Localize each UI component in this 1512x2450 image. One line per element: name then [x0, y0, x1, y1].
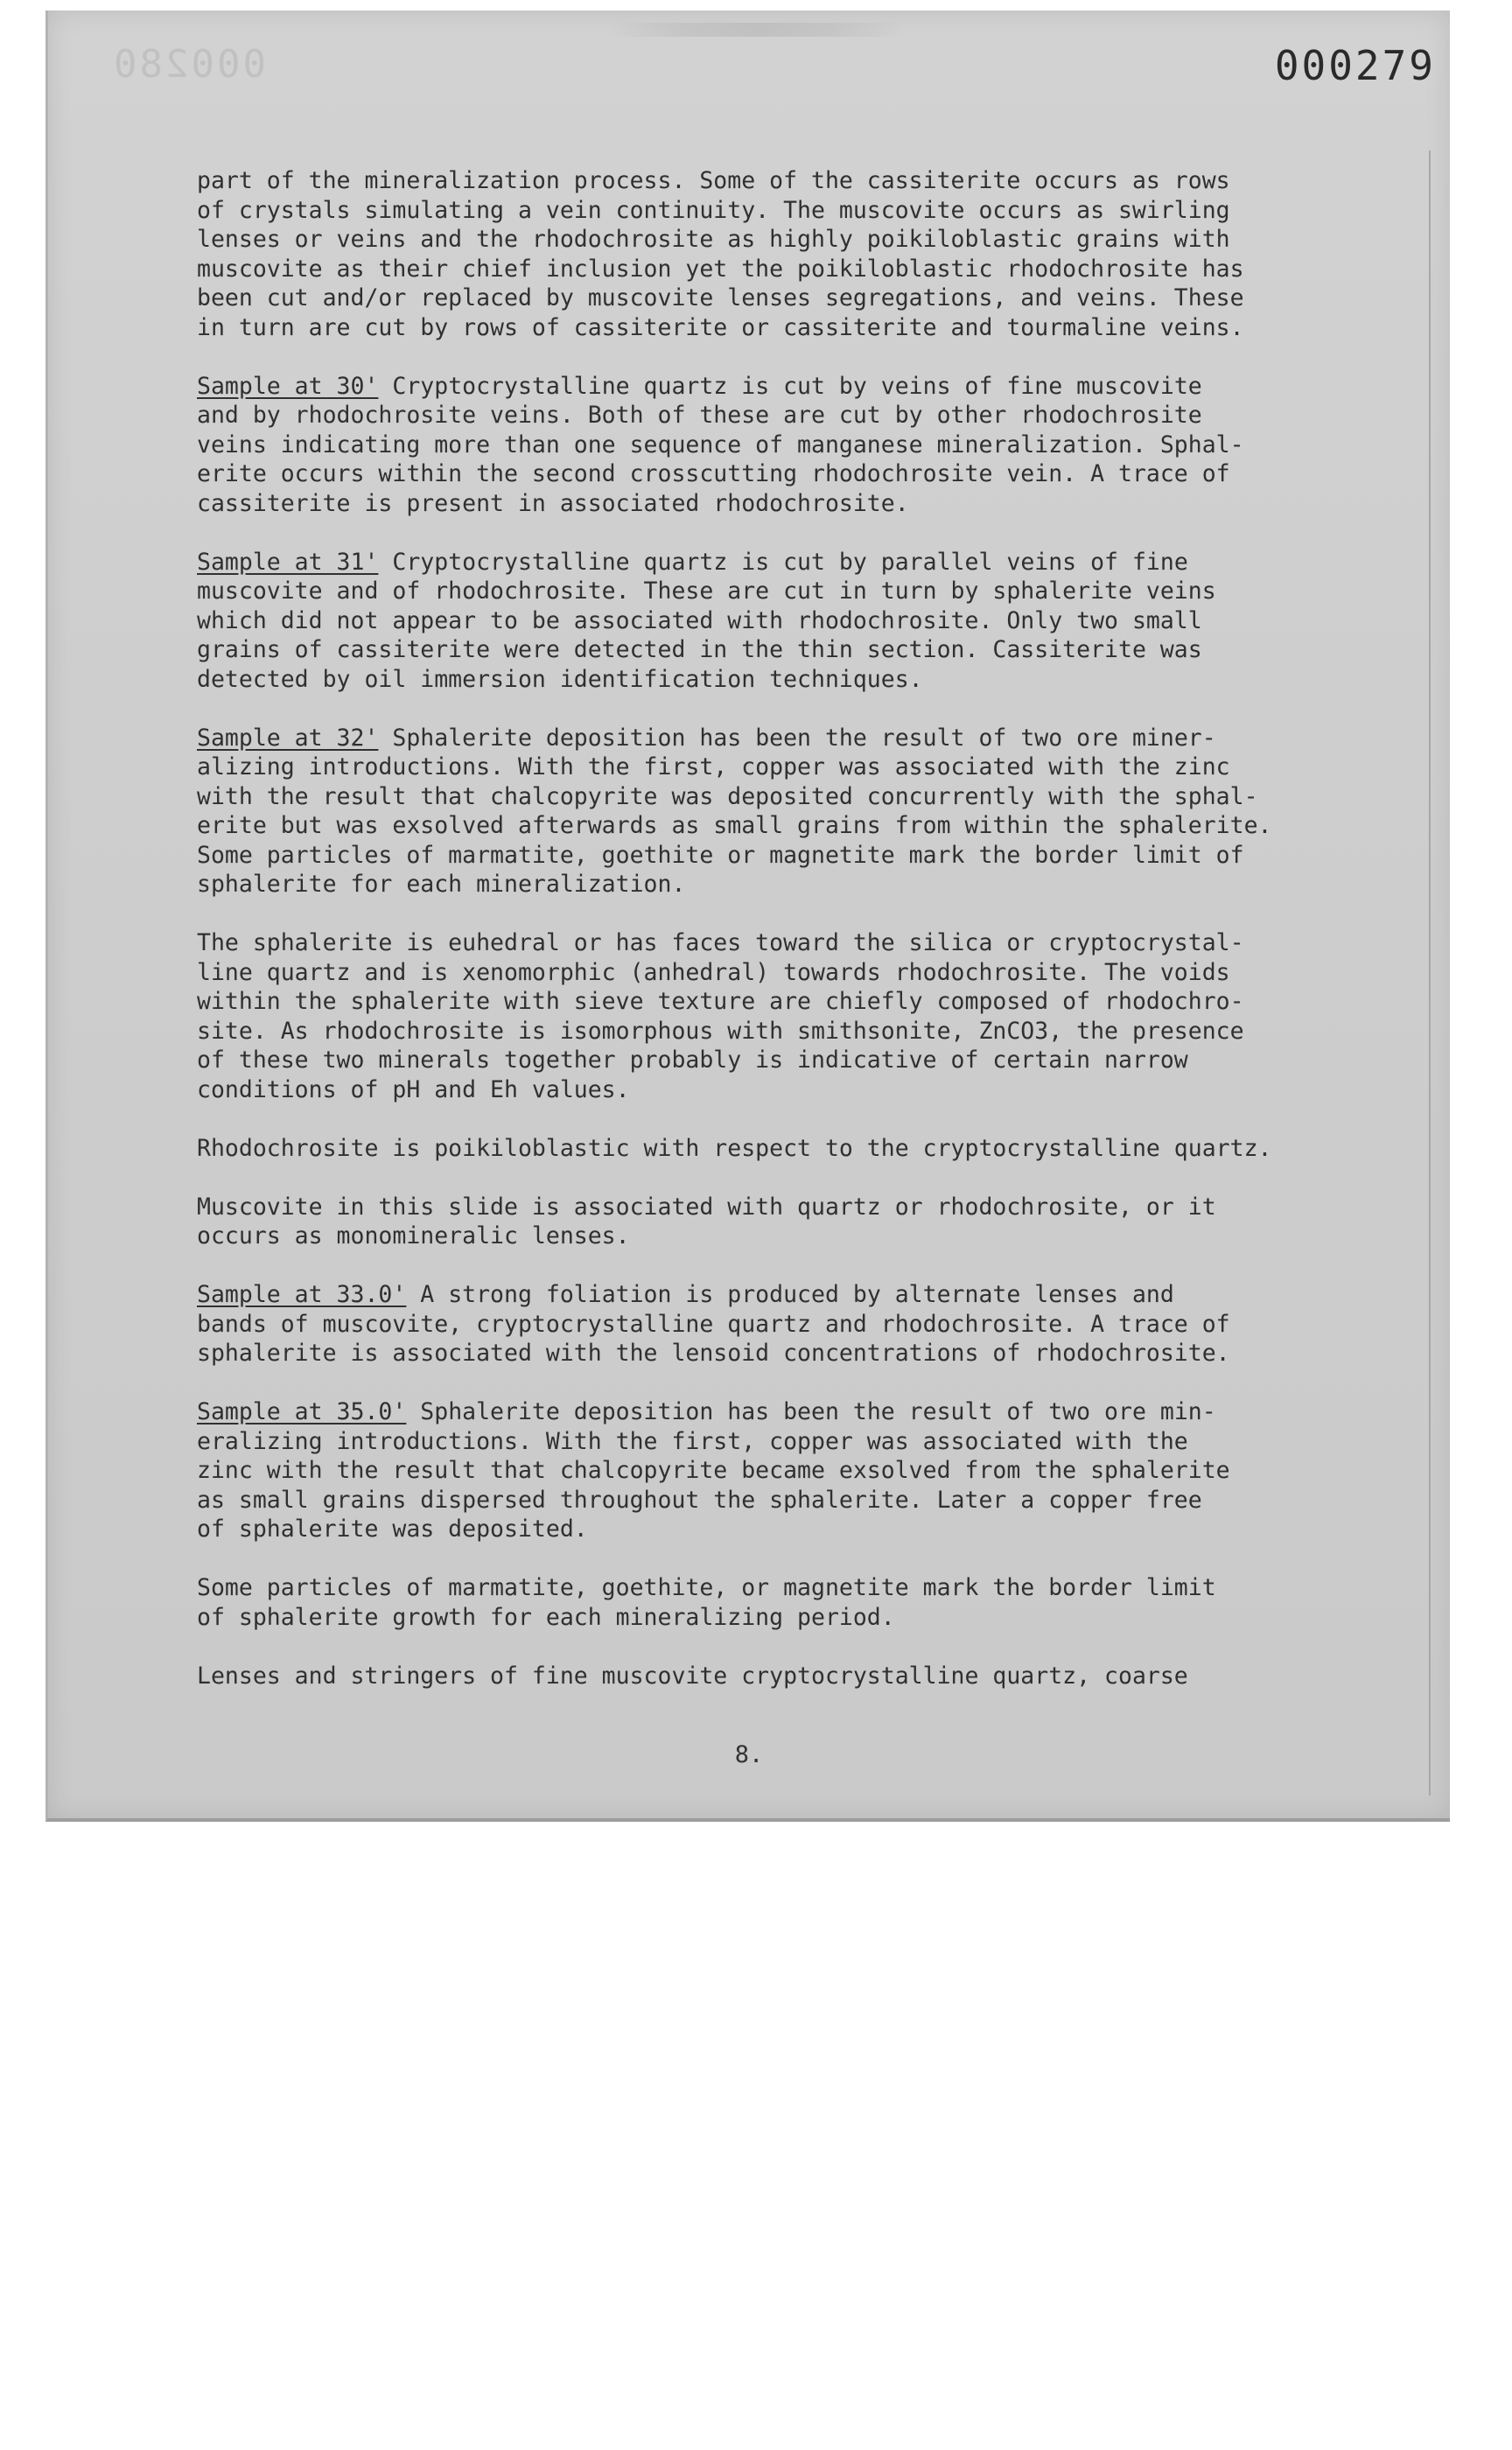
sample-label: Sample at 32' — [197, 724, 379, 752]
paragraph-text: A strong foliation is produced by alternate lenses and bands of muscovite, cryptocrystalline quartz and rhodochrosite. A trace of sphalerite is associated with the lensoid concentrations of rhodochrosite. — [197, 1281, 1230, 1367]
paragraph-text: Some particles of marmatite, goethite, or magnetite mark the border limit of sphalerite growth for each mineralizing period. — [197, 1574, 1216, 1631]
scanned-page — [46, 10, 1450, 1822]
paragraph — [197, 1397, 1369, 1544]
sample-label: Sample at 30' — [197, 372, 379, 400]
paragraph-text: part of the mineralization process. Some of the cassiterite occurs as rows of crystals simulating a vein continuity. The muscovite occurs as swirling lenses or veins and the rhodochrosite as highly poikiloblastic grains with muscovite as their chief inclusion yet the poikiloblastic rhodochrosite has been cut and/or replaced by muscovite lenses segregations, and veins. These in turn are cut by rows of cassiterite or cassiterite and tourmaline veins. — [197, 167, 1244, 341]
paragraph-text: Rhodochrosite is poikiloblastic with respect to the cryptocrystalline quartz. — [197, 1134, 1272, 1162]
sample-label: Sample at 31' — [197, 548, 379, 576]
paragraph — [197, 1134, 1369, 1164]
paragraph — [197, 928, 1369, 1104]
paragraph-text: Lenses and stringers of fine muscovite cryptocrystalline quartz, coarse — [197, 1662, 1188, 1690]
page-id-stamp: 000279 — [1274, 42, 1436, 89]
paragraph-text: Muscovite in this slide is associated with quartz or rhodochrosite, or it occurs as monomineralic lenses. — [197, 1193, 1216, 1250]
paragraph-text: Sphalerite deposition has been the result of two ore min- eralizing introductions. With the first, copper was associated with the zinc with the result that chalcopyrite became exsolved from the sphalerite as small grains dispersed throughout the sphalerite. Later a copper free of sphalerite was deposited. — [197, 1398, 1230, 1543]
bleed-through-page-id: 000280 — [111, 42, 266, 87]
paragraph-text: Cryptocrystalline quartz is cut by parallel veins of fine muscovite and of rhodochrosite. These are cut in turn by sphalerite veins which did not appear to be associated with rhodochrosite. Only two small grains of cassiterite were detected in the thin section. Cassiterite was detected by oil immersion identification techniques. — [197, 548, 1216, 693]
paragraph-text: The sphalerite is euhedral or has faces toward the silica or cryptocrystal- line quartz and is xenomorphic (anhedral) towards rhodochrosite. The voids within the sphalerite with sieve texture are chiefly composed of rhodochro- site. As rhodochrosite is isomorphous with smithsonite, ZnCO3, the presence of these two minerals together probably is indicative of certain narrow conditions of pH and Eh values. — [197, 929, 1244, 1103]
paragraph — [197, 1193, 1369, 1251]
paragraph — [197, 372, 1369, 519]
paragraph — [197, 166, 1369, 342]
scan-artifact-top — [608, 23, 906, 37]
document-body — [197, 166, 1369, 1720]
paragraph-text: Sphalerite deposition has been the result of two ore miner- alizing introductions. With the first, copper was associated with the zinc with the result that chalcopyrite was deposited concurrently with the sphal- erite but was exsolved afterwards as small grains from within the sphalerite. Some particles of marmatite, goethite or magnetite mark the border limit of sphalerite for each mineralization. — [197, 724, 1272, 898]
page-number: 8. — [734, 1741, 764, 1768]
paragraph-text: Cryptocrystalline quartz is cut by veins of fine muscovite and by rhodochrosite veins. Both of these are cut by other rhodochrosite veins indicating more than one sequence of manganese mineralization. Sphal- erite occurs within the second crosscutting rhodochrosite vein. A trace of cassiterite is present in associated rhodochrosite. — [197, 372, 1244, 517]
paragraph — [197, 548, 1369, 695]
sample-label: Sample at 33.0' — [197, 1281, 407, 1308]
paragraph — [197, 1280, 1369, 1368]
paragraph — [197, 1573, 1369, 1632]
paragraph — [197, 1662, 1369, 1691]
sample-label: Sample at 35.0' — [197, 1398, 407, 1425]
paragraph — [197, 724, 1369, 900]
